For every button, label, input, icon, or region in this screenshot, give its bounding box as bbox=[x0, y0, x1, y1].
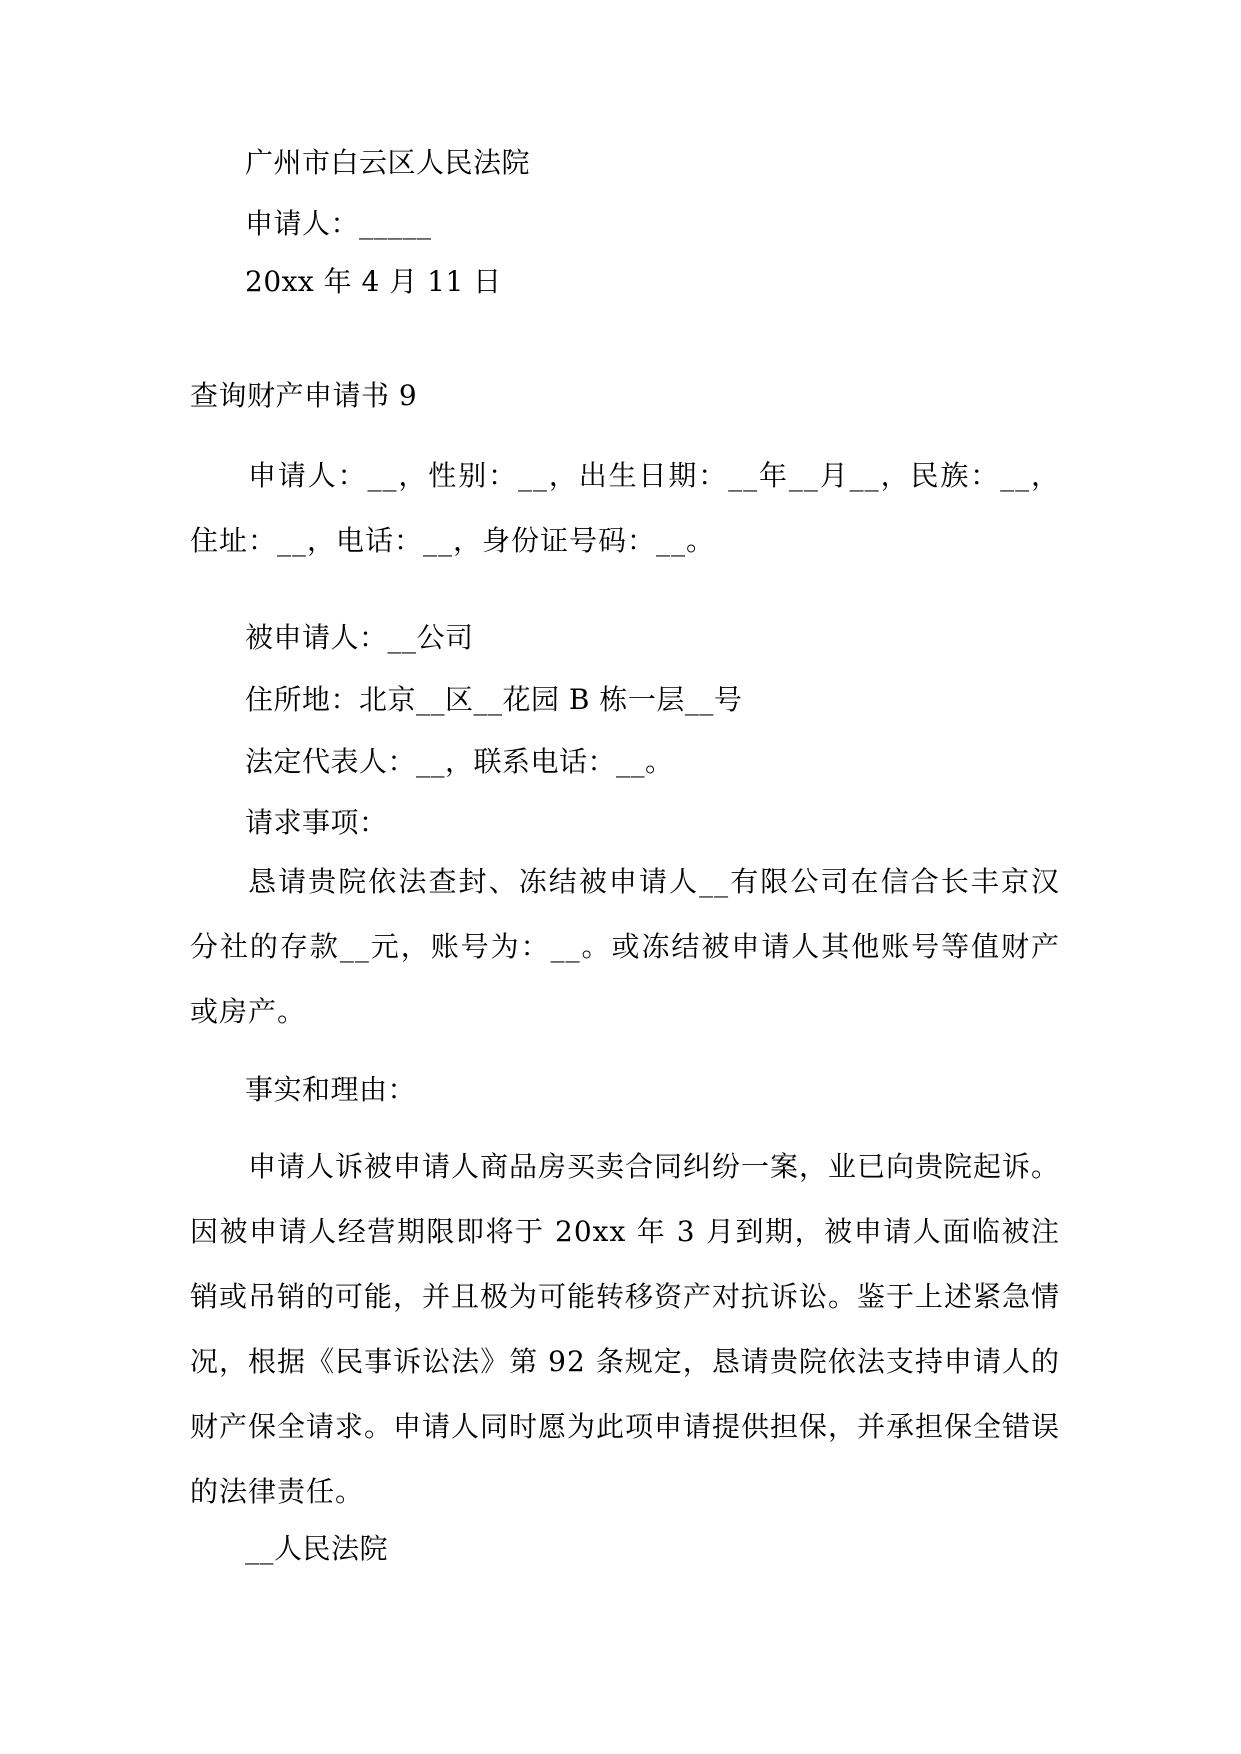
addressee-court: __人民法院 bbox=[245, 1532, 389, 1565]
signature-applicant: 申请人：_____ bbox=[245, 207, 432, 240]
signature-court: 广州市白云区人民法院 bbox=[245, 146, 531, 179]
address-line: 住所地：北京__区__花园 B 栋一层__号 bbox=[245, 683, 743, 716]
facts-body-paragraph: 申请人诉被申请人商品房买卖合同纠纷一案，业已向贵院起诉。因被申请人经营期限即将于 20xx 年 3 月到期，被申请人面临被注销或吊销的可能，并且极为可能转移资产对抗诉讼。鉴于上述紧急情况，根据《民事诉讼法》第 92 条规定，恳请贵院依法支持申请人的财产保全请求。申请人同时愿为此项申请提供担保，并承担保全错误的法律责任。 bbox=[190, 1150, 1061, 1508]
respondent-line: 被申请人：__公司 bbox=[245, 621, 474, 654]
facts-heading: 事实和理由： bbox=[245, 1073, 417, 1106]
document-title: 查询财产申请书 9 bbox=[190, 379, 418, 412]
request-body-paragraph: 恳请贵院依法查封、冻结被申请人__有限公司在信合长丰京汉分社的存款__元，账号为：__。或冻结被申请人其他账号等值财产或房产。 bbox=[190, 865, 1060, 1028]
request-heading: 请求事项： bbox=[245, 806, 388, 839]
legal-rep-line: 法定代表人：__，联系电话：__。 bbox=[245, 745, 674, 778]
applicant-info-paragraph: 申请人：__，性别：__，出生日期：__年__月__，民族：__，住址：__，电话：__，身份证号码：__。 bbox=[190, 459, 1060, 557]
signature-date: 20xx 年 4 月 11 日 bbox=[245, 265, 502, 298]
